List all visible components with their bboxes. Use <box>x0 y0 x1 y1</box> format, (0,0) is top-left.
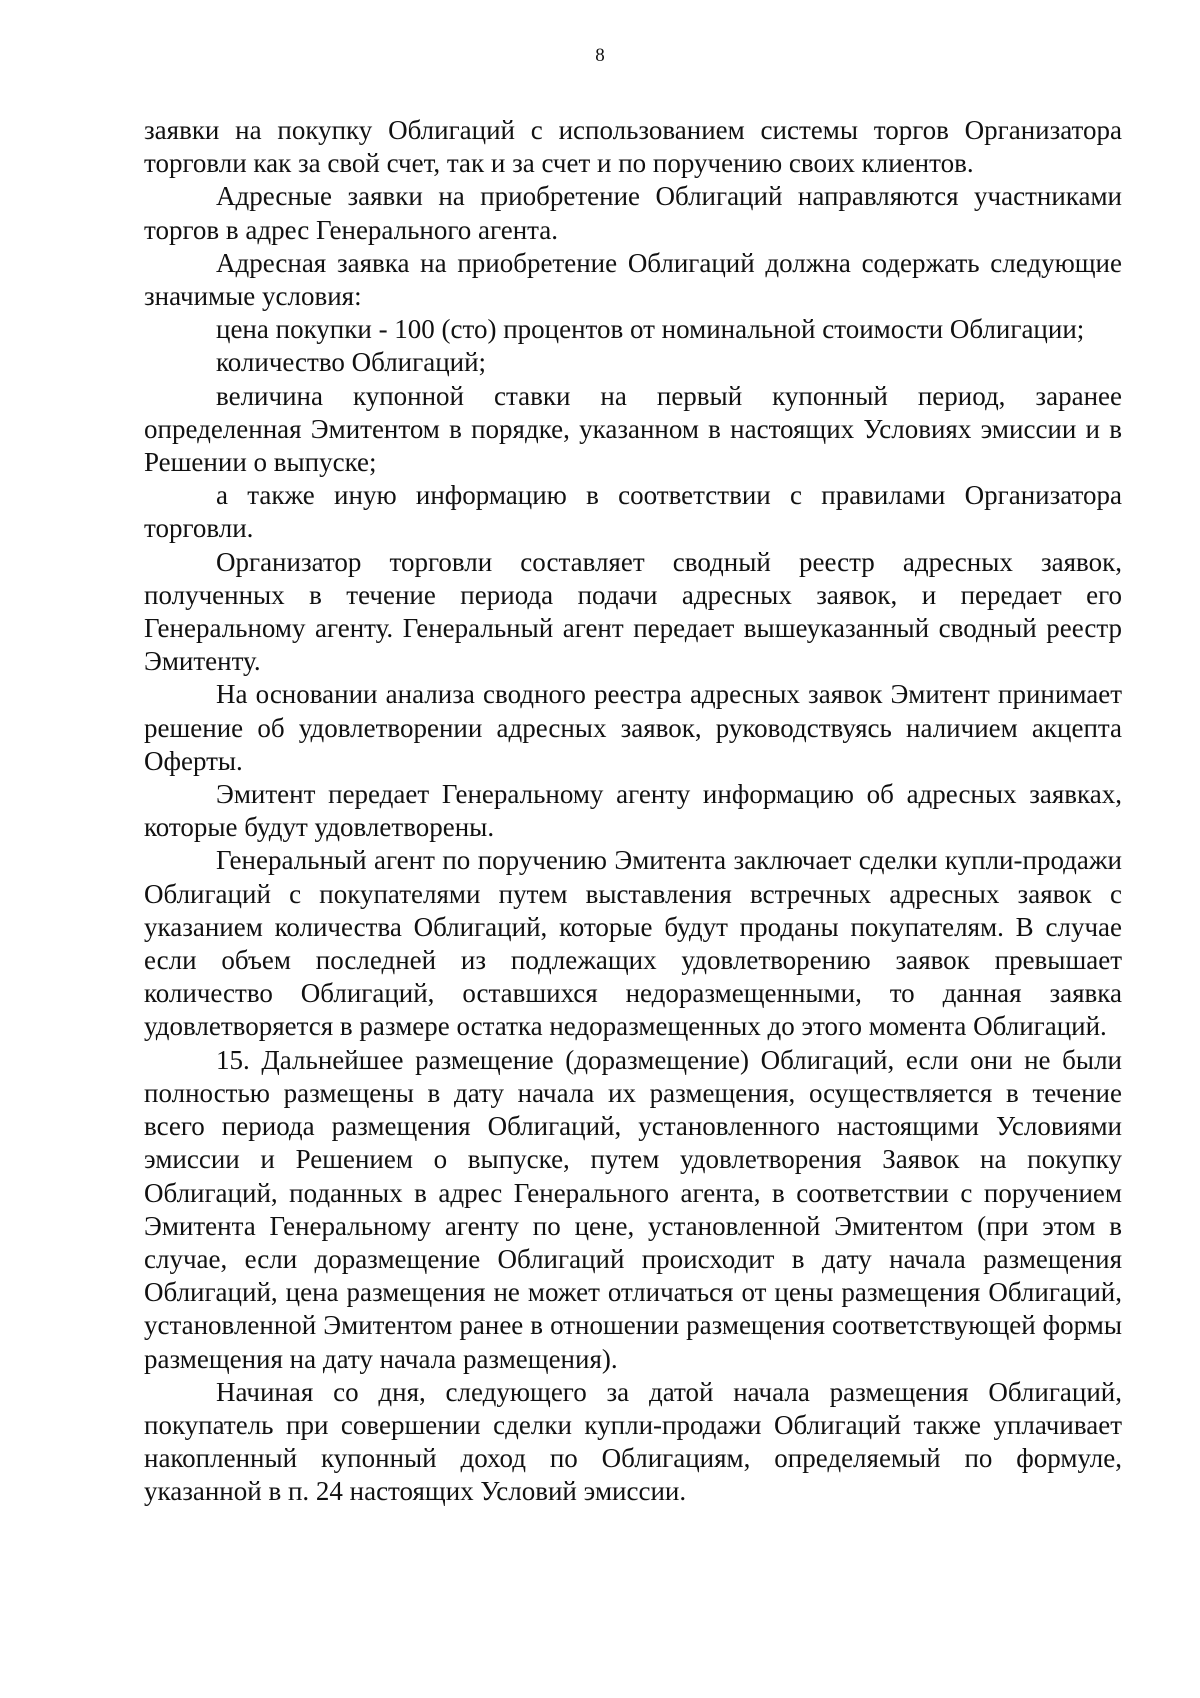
paragraph-additional-placement: 15. Дальнейшее размещение (доразмещение) Облигаций, если они не были полностью размещены в дату начала их размещения, осуществляется в течение всего периода размещения Облигаций, установленного настоящими Условиями эмиссии и Решением о выпуске, путем удовлетворения Заявок на покупку Облигаций, поданных в адрес Генерального агента, в соответствии с поручением Эмитента Генеральному агенту по цене, установленной Эмитентом (при этом в случае, если доразмещение Облигаций происходит в дату начала размещения Облигаций, цена размещения не может отличаться от цены размещения Облигаций, установленной Эмитентом ранее в отношении размещения соответствующей формы размещения на дату начала размещения). <box>144 1044 1122 1374</box>
paragraph-issuer-decision: На основании анализа сводного реестра адресных заявок Эмитент принимает решение об удовлетворении адресных заявок, руководствуясь наличием акцепта Оферты. <box>144 679 1122 776</box>
page-number: 8 <box>595 45 605 66</box>
paragraph-consolidated-register: Организатор торговли составляет сводный реестр адресных заявок, полученных в течение периода подачи адресных заявок, и передает его Генеральному агенту. Генеральный агент передает вышеуказанный сводный реестр Эмитенту. <box>144 546 1122 677</box>
paragraph-purchase-price: цена покупки - 100 (сто) процентов от номинальной стоимости Облигации; <box>216 314 1085 345</box>
paragraph-satisfied-bids: Эмитент передает Генеральному агенту информацию об адресных заявках, которые будут удовлетворены. <box>144 779 1122 843</box>
paragraph-bid-conditions: Адресная заявка на приобретение Облигаций должна содержать следующие значимые условия: <box>144 247 1122 312</box>
paragraph-bond-quantity: количество Облигаций; <box>216 347 487 378</box>
paragraph-continuation: заявки на покупку Облигаций с использованием системы торгов Организатора торговли как за свой счет, так и за счет и по поручению своих клиентов. <box>144 115 1122 179</box>
paragraph-sale-transactions: Генеральный агент по поручению Эмитента заключает сделки купли-продажи Облигаций с покупателями путем выставления встречных адресных заявок с указанием количества Облигаций, которые будут проданы покупателям. В случае если объем последней из подлежащих удовлетворению заявок превышает количество Облигаций, оставшихся недоразмещенными, то данная заявка удовлетворяется в размере остатка недоразмещенных до этого момента Облигаций. <box>144 845 1122 1042</box>
paragraph-coupon-rate: величина купонной ставки на первый купонный период, заранее определенная Эмитентом в порядке, указанном в настоящих Условиях эмиссии и в Решении о выпуске; <box>144 380 1122 478</box>
paragraph-accrued-coupon: Начиная со дня, следующего за датой начала размещения Облигаций, покупатель при совершении сделки купли-продажи Облигаций также уплачивает накопленный купонный доход по Облигациям, определяемый по формуле, указанной в п. 24 настоящих Условий эмиссии. <box>144 1376 1122 1507</box>
paragraph-other-info: а также иную информацию в соответствии с правилами Организатора торговли. <box>144 480 1122 544</box>
paragraph-address-bids: Адресные заявки на приобретение Облигаций направляются участниками торгов в адрес Генерального агента. <box>144 181 1122 245</box>
document-body <box>144 114 1122 1509</box>
